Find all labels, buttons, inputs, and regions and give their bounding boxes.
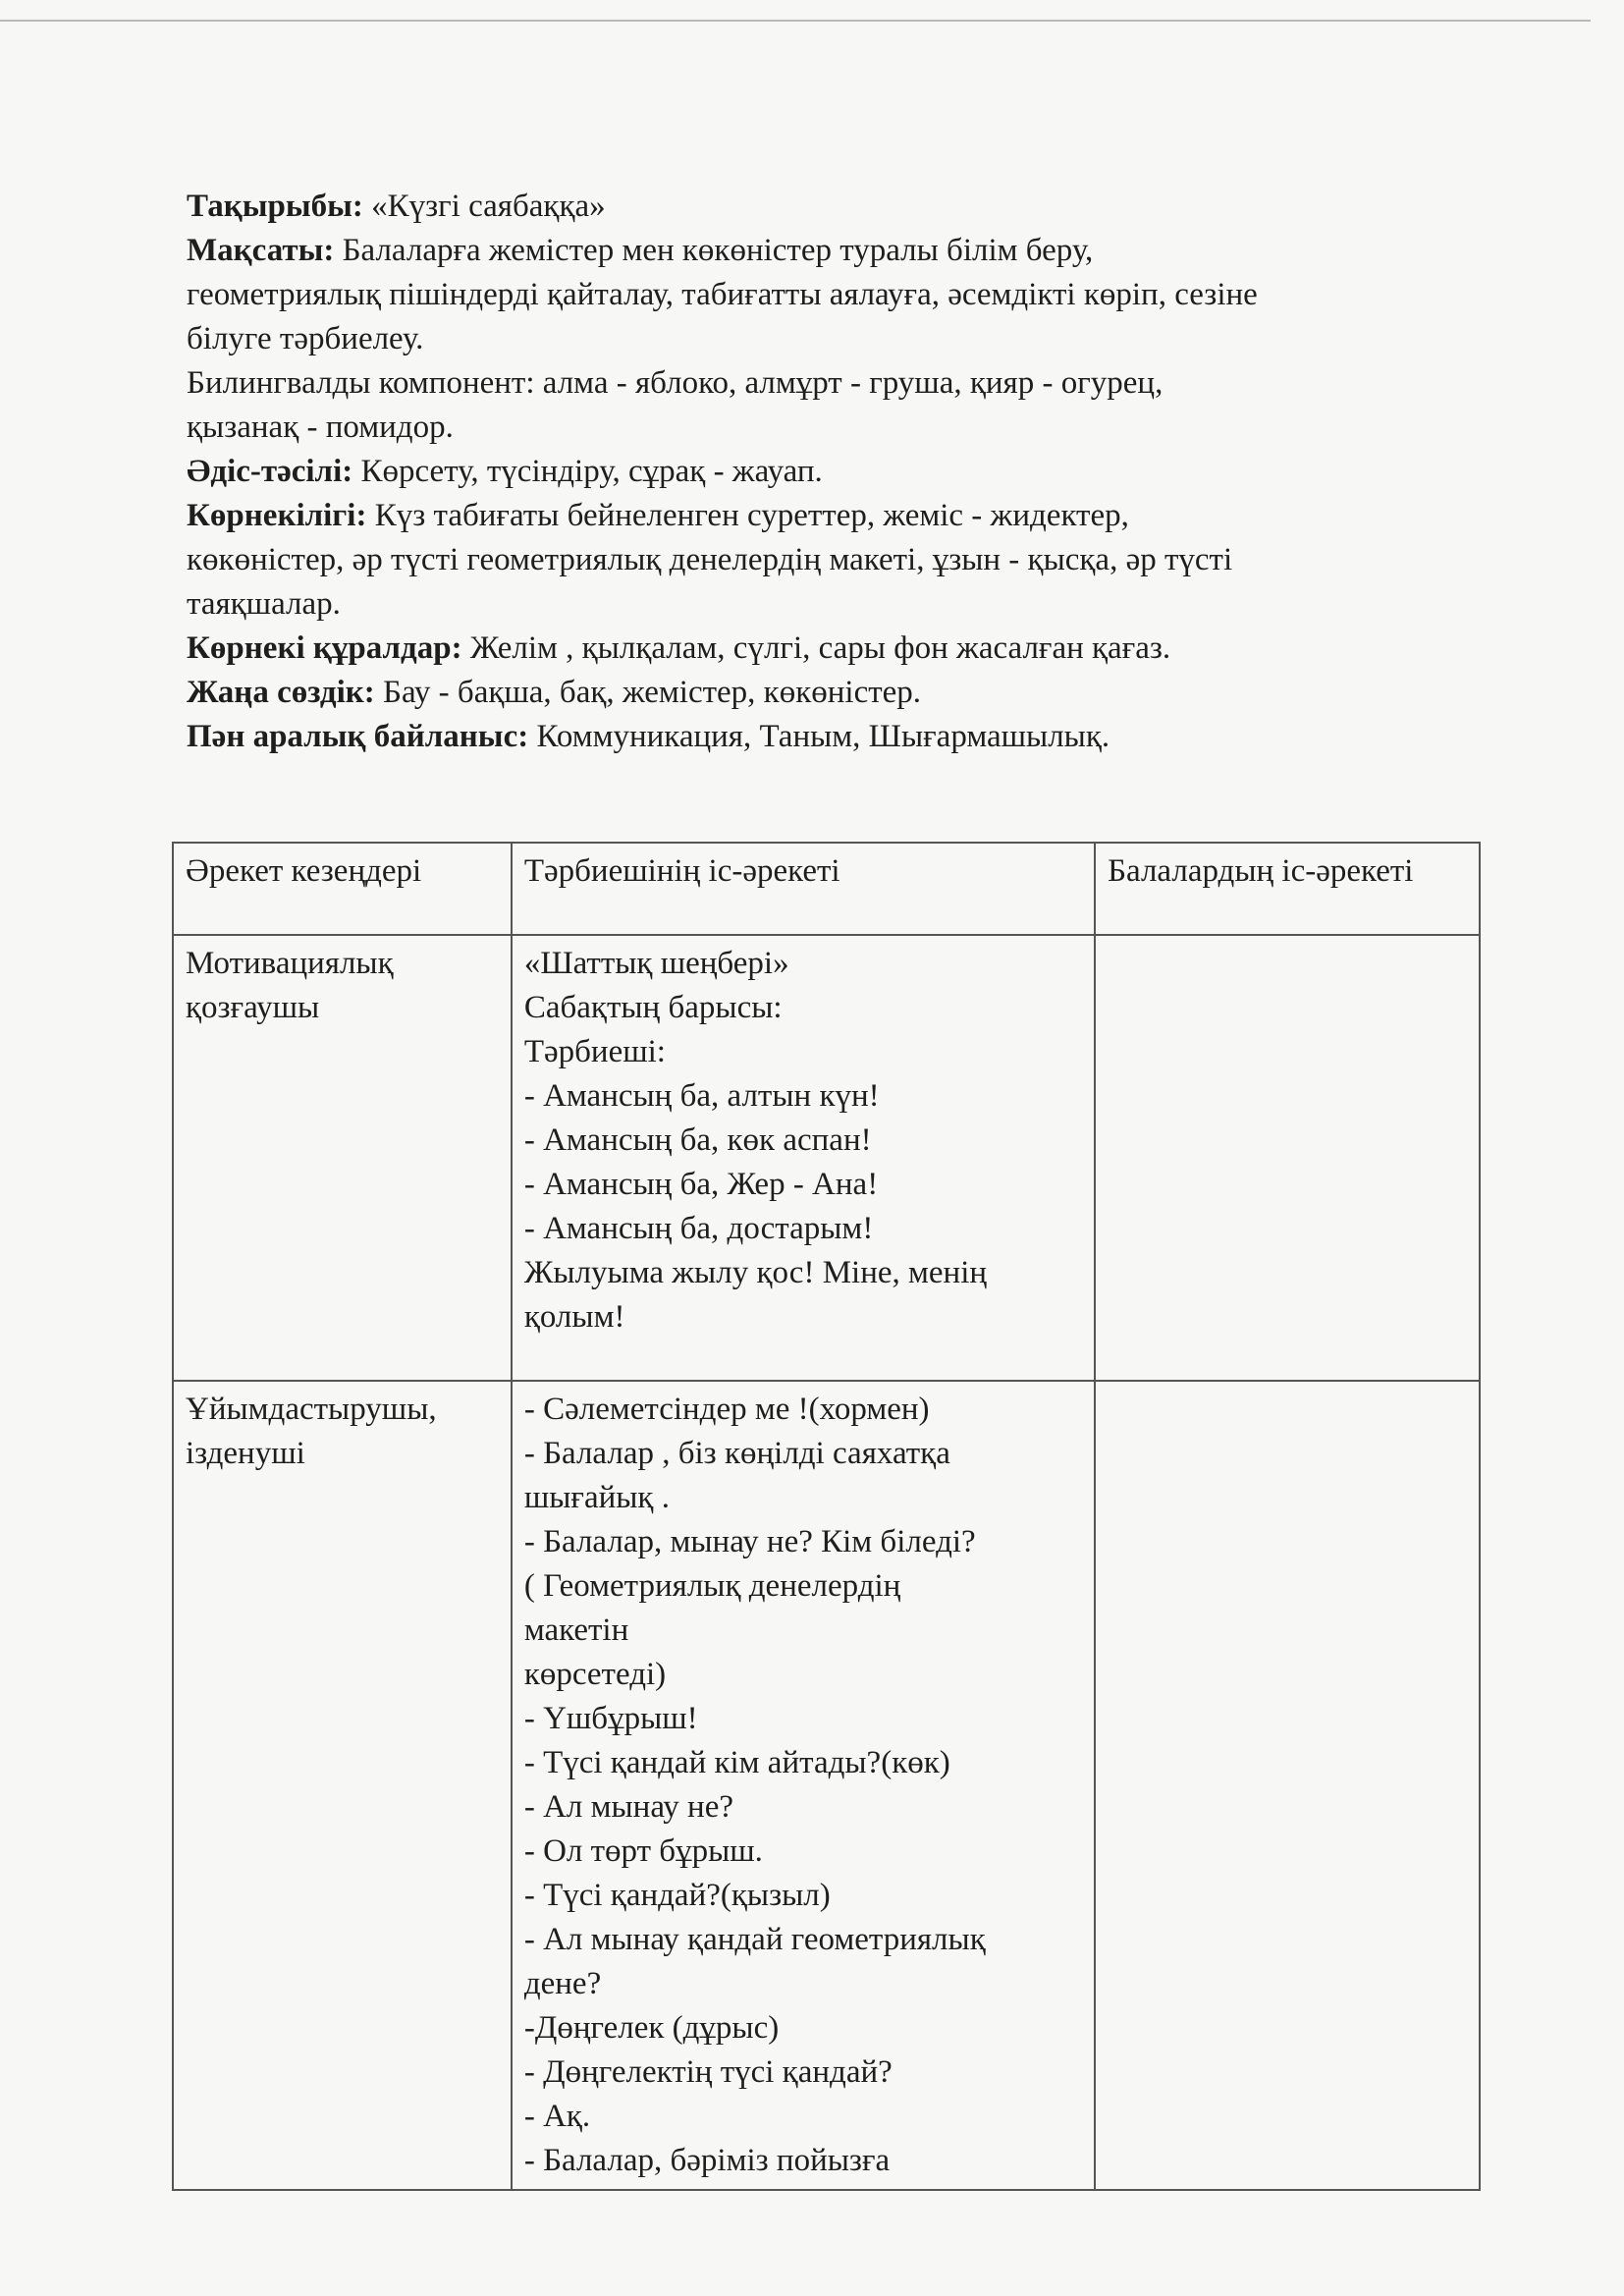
stage-line: қозғаушы (186, 990, 320, 1025)
goal-text-1: Балаларға жемістер мен көкөністер туралы білім беру, (342, 233, 1094, 268)
vocab-value: Бау - бақша, бақ, жемістер, көкөністер. (383, 675, 922, 710)
children-cell (1095, 1381, 1480, 2190)
method-label: Әдіс-тәсілі: (187, 454, 353, 489)
teacher-line: Сабақтың барысы: (523, 990, 783, 1025)
teacher-line: - Ал мынау не? (523, 1789, 734, 1825)
method-value: Көрсету, түсіндіру, сұрақ - жауап. (360, 454, 823, 489)
teacher-line: - Үшбұрыш! (523, 1701, 698, 1736)
scan-edge-line (0, 20, 1591, 22)
interdisc-line (187, 715, 1483, 759)
children-cell (1095, 935, 1480, 1381)
lesson-header (187, 185, 1483, 759)
teacher-line: - Амансың ба, көк аспан! (523, 1122, 872, 1158)
header-cell-stage: Әрекет кезеңдері (173, 843, 512, 935)
tools-value: Желім , қылқалам, сүлгі, сары фон жасалған қағаз. (469, 630, 1171, 666)
bilingual-text-1: Билингвалды компонент: алма - яблоко, алмұрт - груша, қияр - огурец, (187, 365, 1164, 401)
lesson-table (172, 842, 1481, 2191)
stage-line: Ұйымдастырушы, (186, 1392, 437, 1427)
teacher-line: дене? (523, 1966, 602, 2001)
teacher-line: Жылуыма жылу қос! Міне, менің (523, 1255, 988, 1290)
teacher-line: - Амансың ба, достарым! (523, 1211, 874, 1246)
teacher-line: - Сәлеметсіндер ме !(хормен) (523, 1392, 930, 1427)
table-header-row (173, 843, 1480, 935)
teacher-line: көрсетеді) (523, 1657, 667, 1692)
header-cell-teacher: Тәрбиешінің іс-әрекеті (512, 843, 1095, 935)
table-row (173, 1381, 1480, 2190)
teacher-line: макетін (523, 1613, 629, 1648)
interdisc-label: Пән аралық байланыс: (187, 719, 529, 754)
topic-value: «Күзгі саябаққа» (371, 189, 606, 224)
teacher-line: - Ол төрт бұрыш. (523, 1833, 763, 1869)
teacher-line: - Балалар, бәріміз пойызға (523, 2143, 891, 2178)
teacher-line: «Шаттық шеңбері» (523, 946, 789, 981)
tools-line (187, 627, 1483, 671)
table-row (173, 935, 1480, 1381)
teacher-line: - Дөңгелектің түсі қандай? (523, 2054, 893, 2090)
stage-line: Мотивациялық (186, 946, 394, 981)
goal-text-2: геометриялық пішіндерді қайталау, табиғатты аялауға, әсемдікті көріп, сезіне (187, 277, 1258, 312)
teacher-line: ( Геометриялық денелердің (523, 1568, 901, 1604)
vocab-line (187, 671, 1483, 715)
goal-label: Мақсаты: (187, 233, 335, 268)
teacher-line: - Балалар, мынау не? Кім біледі? (523, 1524, 976, 1559)
stage-cell (173, 935, 512, 1381)
teacher-cell (512, 935, 1095, 1381)
visual-text-2: көкөністер, әр түсті геометриялық денелердің макеті, ұзын - қысқа, әр түсті (187, 542, 1233, 577)
stage-line: ізденуші (186, 1436, 305, 1471)
interdisc-value: Коммуникация, Таным, Шығармашылық. (536, 719, 1110, 754)
vocab-label: Жаңа сөздік: (187, 675, 375, 710)
teacher-line: -Дөңгелек (дұрыс) (523, 2010, 780, 2046)
visual-text-3: таяқшалар. (187, 586, 341, 622)
stage-cell (173, 1381, 512, 2190)
teacher-line: - Балалар , біз көңілді саяхатқа (523, 1436, 950, 1471)
topic-line (187, 185, 1483, 229)
teacher-line: - Амансың ба, Жер - Ана! (523, 1167, 879, 1202)
method-line (187, 450, 1483, 494)
goal-line (187, 229, 1483, 273)
teacher-line: - Түсі қандай?(қызыл) (523, 1878, 831, 1913)
tools-label: Көрнекі құралдар: (187, 630, 462, 666)
teacher-cell (512, 1381, 1095, 2190)
teacher-line: - Ақ. (523, 2099, 591, 2134)
visual-line (187, 494, 1483, 538)
visual-text-1: Күз табиғаты бейнеленген суреттер, жеміс - жидектер, (374, 498, 1129, 533)
teacher-line: шығайық . (523, 1480, 670, 1515)
teacher-line: Тәрбиеші: (523, 1034, 666, 1069)
goal-text-3: білуге тәрбиелеу. (187, 321, 424, 356)
header-cell-children: Балалардың іс-әрекеті (1095, 843, 1480, 935)
topic-label: Тақырыбы: (187, 189, 363, 224)
bilingual-text-2: қызанақ - помидор. (187, 410, 454, 445)
teacher-line: - Ал мынау қандай геометриялық (523, 1922, 986, 1957)
visual-label: Көрнекілігі: (187, 498, 367, 533)
teacher-line: - Түсі қандай кім айтады?(көк) (523, 1745, 950, 1780)
teacher-line: қолым! (523, 1299, 625, 1335)
teacher-line: - Амансың ба, алтын күн! (523, 1078, 880, 1114)
